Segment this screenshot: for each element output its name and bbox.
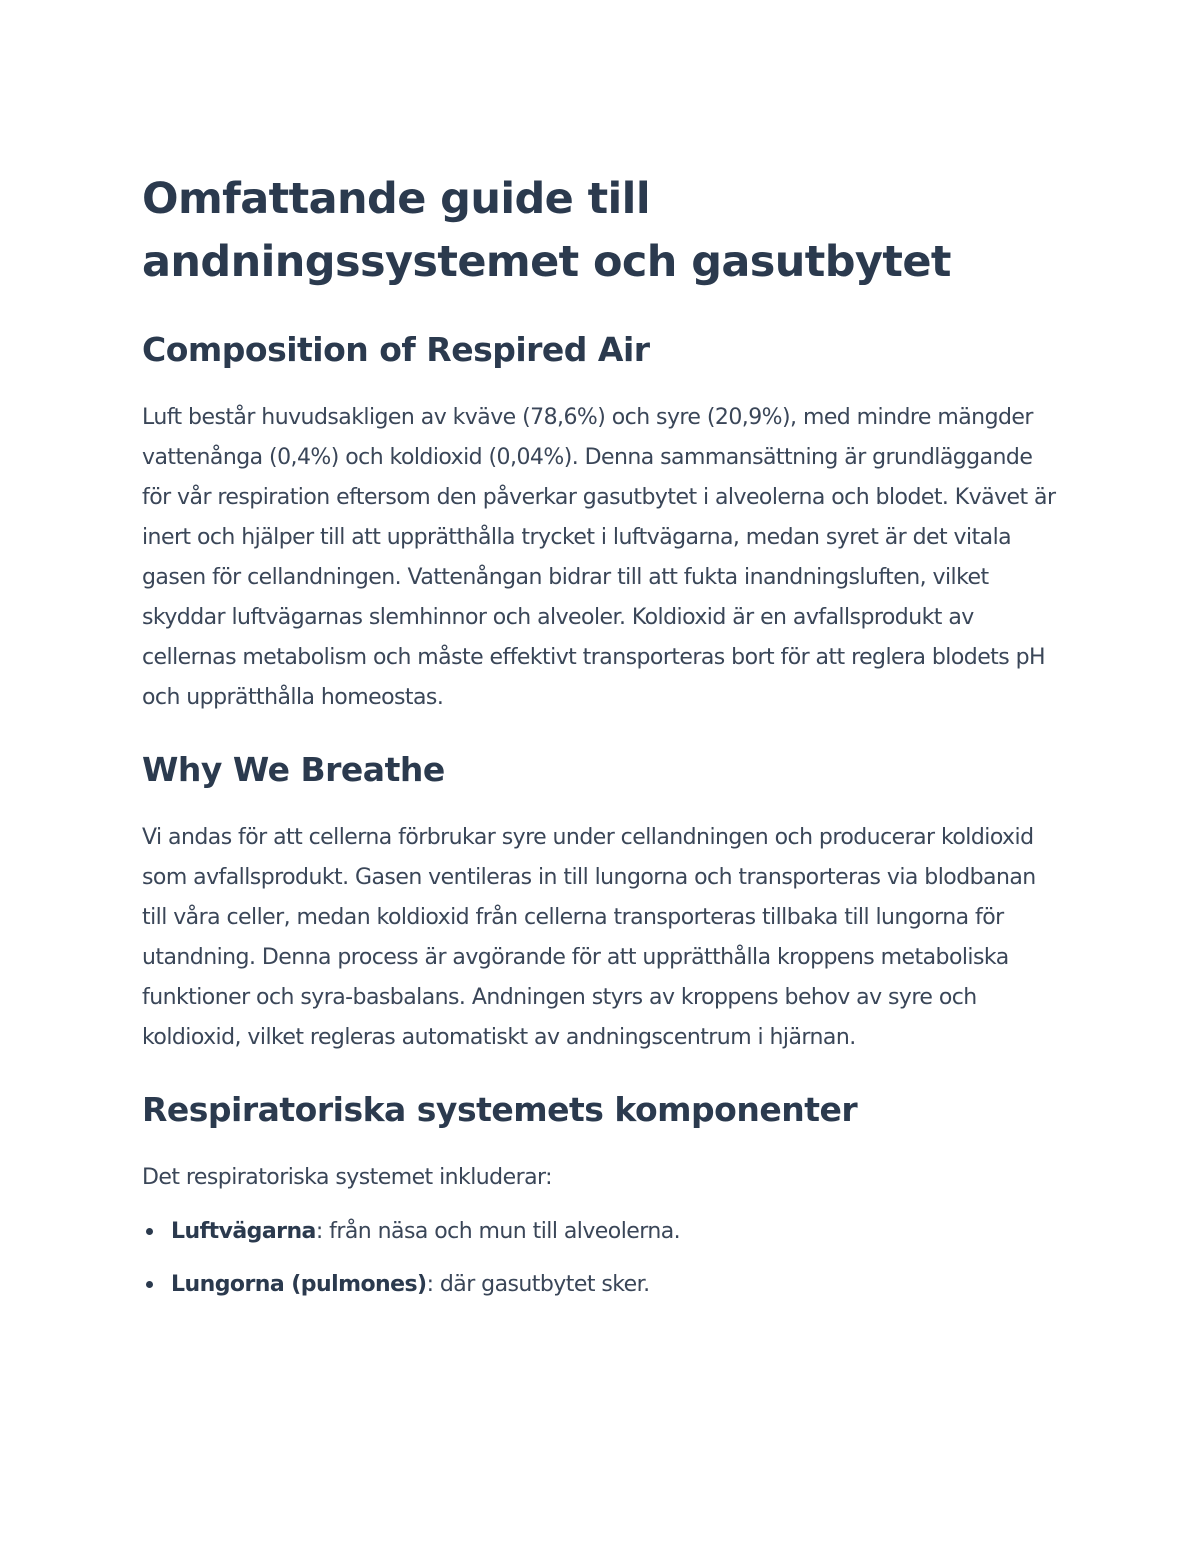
list-item (142, 1212, 1060, 1252)
list-item-text: : från näsa och mun till alveolerna. (315, 1219, 681, 1244)
list-item-term: Luftvägarna (171, 1219, 316, 1244)
section-paragraph-composition: Luft består huvudsakligen av kväve (78,6%) och syre (20,9%), med mindre mängder vattenånga (0,4%) och koldioxid (0,04%). Denna sammansättning är grundläggande för vår respiration eftersom den påverkar gasutbytet i alveolerna och blodet. Kvävet är inert och hjälper till att upprätthålla trycket i luftvägarna, medan syret är det vitala gasen för cellandningen. Vattenångan bidrar till att fukta inandningsluften, vilket skyddar luftvägarnas slemhinnor och alveoler. Koldioxid är en avfallsprodukt av cellernas metabolism och måste effektivt transporteras bort för att reglera blodets pH och upprätthålla homeostas. (142, 405, 1056, 710)
components-list (142, 1212, 1060, 1305)
section-heading-components: Respiratoriska systemets komponenter (142, 1090, 858, 1129)
section-heading-composition: Composition of Respired Air (142, 330, 650, 369)
section-why-we-breathe (142, 748, 1060, 1058)
list-item-term: Lungorna (pulmones) (171, 1272, 427, 1297)
list-item (142, 1265, 1060, 1305)
section-paragraph-why-we-breathe: Vi andas för att cellerna förbrukar syre under cellandningen och producerar koldioxid som avfallsprodukt. Gasen ventileras in till lungorna och transporteras via blodbanan till våra celler, medan koldioxid från cellerna transporteras tillbaka till lungorna för utandning. Denna process är avgörande för att upprätthålla kroppens metaboliska funktioner och syra-basbalans. Andningen styrs av kroppens behov av syre och koldioxid, vilket regleras automatiskt av andningscentrum i hjärnan. (142, 825, 1036, 1050)
bullet-icon (146, 1228, 153, 1235)
document-title: Omfattande guide till andningssystemet och gasutbytet (142, 174, 951, 287)
list-item-text: : där gasutbytet sker. (426, 1272, 650, 1297)
section-composition (142, 328, 1060, 718)
bullet-icon (146, 1281, 153, 1288)
section-heading-why-we-breathe: Why We Breathe (142, 750, 445, 789)
section-components (142, 1088, 1060, 1305)
section-intro-components: Det respiratoriska systemet inkluderar: (142, 1165, 552, 1190)
